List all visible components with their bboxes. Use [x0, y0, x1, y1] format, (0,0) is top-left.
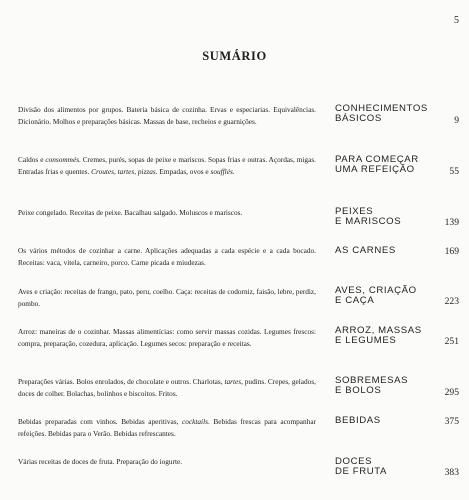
entry-page-number: 223 [444, 296, 459, 307]
page-title: SUMÁRIO [202, 49, 267, 63]
entry-description: Arroz: maneiras de o cozinhar. Massas alimentícias: como servir massas cozidas. Legumes frescos: compra, preparação, cozedura, aplicação. Legumes secos: preparação e receitas. [18, 327, 316, 348]
entry-page-number: 55 [449, 166, 459, 177]
entry-page-number: 169 [444, 246, 459, 257]
entry-page-number: 251 [444, 336, 459, 347]
entry-description: Caldos e consommés. Cremes, purés, sopas de peixe e mariscos. Sopas frias e outras. Açordas, migas. Entradas frias e quentes. Croutes, tartes, pizzas. Empadas, ovos e soufflés. [18, 155, 316, 176]
entry-description: Aves e criação: receitas de frango, pato, peru, coelho. Caça: receitas de codorniz, faisão, lebre, perdiz, pombo. [18, 287, 316, 308]
entry-page-number: 295 [444, 387, 459, 398]
entry-description: Peixe congelado. Receitas de peixe. Bacalhau salgado. Moluscos e mariscos. [18, 208, 243, 217]
section-title[interactable]: PARA COMEÇAR UMA REFEIÇÃO [335, 154, 419, 176]
entry-page-number: 383 [444, 467, 459, 478]
entry-description: Os vários métodos de cozinhar a carne. Aplicações adequadas a cada espécie e a cada bocado. Receitas: vaca, vitela, carneiro, porco. Carne picada e miudezas. [18, 246, 316, 267]
entry-page-number: 375 [444, 416, 459, 427]
entry-description: Divisão dos alimentos por grupos. Bateria básica de cozinha. Ervas e especiarias. Equivalências. Dicionário. Molhos e preparações básicas. Massas de base, recheios e guarnições. [18, 105, 316, 126]
entry-page-number: 139 [444, 217, 459, 228]
entry-description: Preparações várias. Bolos enrolados, de chocolate e outros. Charlotas, tartes, pudins. Crepes, gelados, doces de colher. Bolachas, bolinhos e biscoitos. Fritos. [18, 377, 316, 398]
entry-description: Bebidas preparadas com vinhos. Bebidas aperitivas, cocktails. Bebidas frescas para acompanhar refeições. Bebidas para o Verão. Bebidas refrescantes. [18, 417, 316, 438]
section-title[interactable]: BEBIDAS [335, 415, 381, 426]
entry-description: Várias receitas de doces de fruta. Preparação do iogurte. [18, 457, 183, 466]
section-title[interactable]: SOBREMESAS E BOLOS [335, 375, 409, 397]
section-title[interactable]: ARROZ, MASSAS E LEGUMES [335, 325, 422, 347]
section-title[interactable]: CONHECIMENTOS BÁSICOS [335, 103, 428, 125]
section-title[interactable]: PEIXES E MARISCOS [335, 206, 402, 228]
section-title[interactable]: DOCES DE FRUTA [335, 456, 388, 478]
entry-page-number: 9 [454, 115, 459, 126]
section-title[interactable]: AVES, CRIAÇÃO E CAÇA [335, 285, 417, 307]
page-number: 5 [454, 15, 459, 26]
section-title[interactable]: AS CARNES [335, 245, 396, 256]
